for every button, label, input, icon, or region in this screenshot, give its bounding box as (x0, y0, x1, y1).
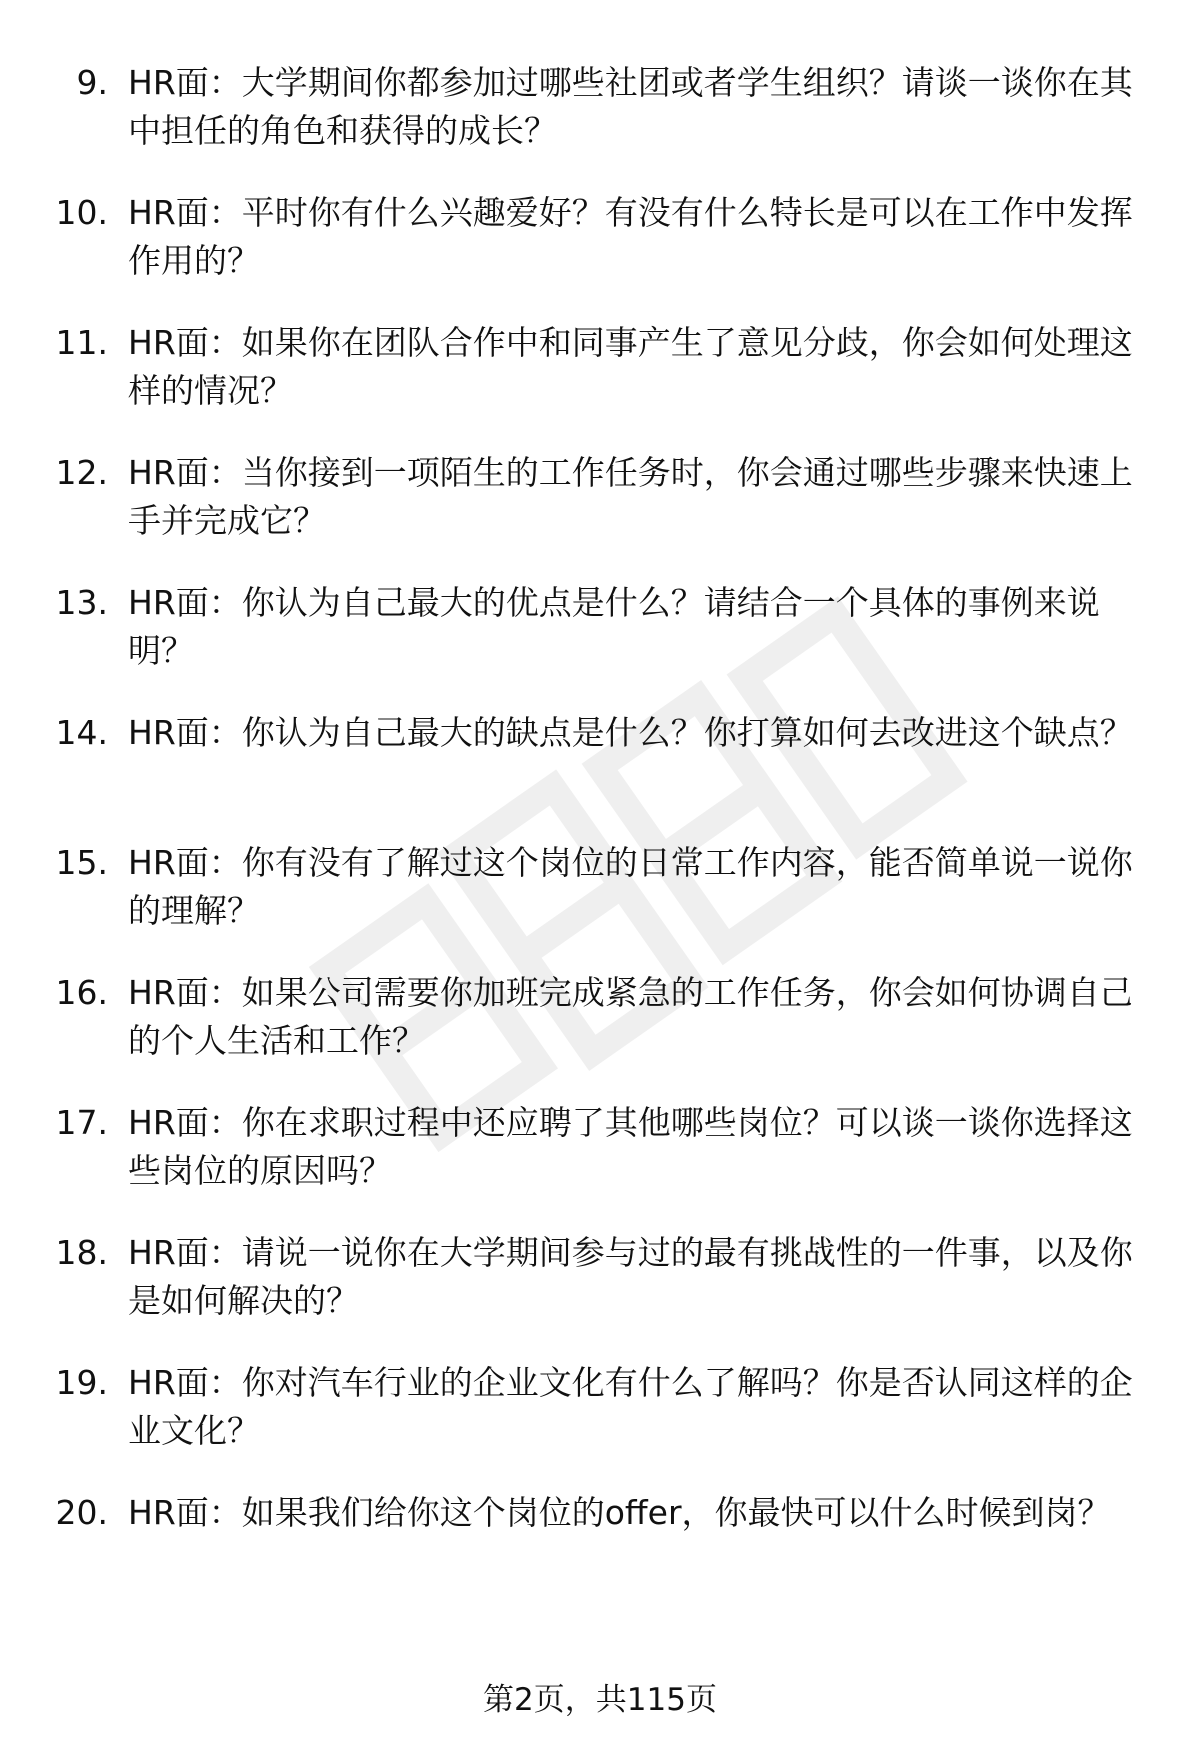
list-item (0, 449, 1200, 579)
question-text: HR面：你在求职过程中还应聘了其他哪些岗位？可以谈一谈你选择这些岗位的原因吗？ (128, 1103, 1133, 1190)
list-item (0, 969, 1200, 1099)
question-number: 13. (55, 583, 108, 622)
page-footer: 第2页，共115页 (483, 1682, 717, 1718)
question-list (0, 59, 1200, 1619)
list-item (0, 59, 1200, 189)
question-number: 14. (55, 713, 108, 752)
question-text: HR面：如果公司需要你加班完成紧急的工作任务，你会如何协调自己的个人生活和工作？ (128, 973, 1133, 1060)
list-item (0, 1359, 1200, 1489)
list-item (0, 1229, 1200, 1359)
question-text: HR面：你认为自己最大的优点是什么？请结合一个具体的事例来说明？ (128, 583, 1100, 670)
question-text: HR面：请说一说你在大学期间参与过的最有挑战性的一件事，以及你是如何解决的？ (128, 1233, 1133, 1320)
question-number: 16. (55, 973, 108, 1012)
question-text: HR面：如果你在团队合作中和同事产生了意见分歧，你会如何处理这样的情况？ (128, 323, 1133, 410)
question-number: 15. (55, 843, 108, 882)
question-text: HR面：你有没有了解过这个岗位的日常工作内容，能否简单说一说你的理解？ (128, 843, 1133, 930)
question-text: HR面：平时你有什么兴趣爱好？有没有什么特长是可以在工作中发挥作用的？ (128, 193, 1133, 280)
question-text: HR面：当你接到一项陌生的工作任务时，你会通过哪些步骤来快速上手并完成它？ (128, 453, 1133, 540)
question-text: HR面：你对汽车行业的企业文化有什么了解吗？你是否认同这样的企业文化？ (128, 1363, 1133, 1450)
question-number: 19. (55, 1363, 108, 1402)
list-item (0, 1489, 1200, 1619)
list-item (0, 1099, 1200, 1229)
question-text: HR面：你认为自己最大的缺点是什么？你打算如何去改进这个缺点？ (128, 713, 1133, 752)
question-text: HR面：大学期间你都参加过哪些社团或者学生组织？请谈一谈你在其中担任的角色和获得的成长？ (128, 63, 1133, 150)
list-item (0, 319, 1200, 449)
question-number: 11. (55, 323, 108, 362)
list-item (0, 579, 1200, 709)
question-text: HR面：如果我们给你这个岗位的offer，你最快可以什么时候到岗？ (128, 1493, 1111, 1532)
question-number: 17. (55, 1103, 108, 1142)
question-number: 9. (76, 63, 108, 102)
question-number: 12. (55, 453, 108, 492)
list-item (0, 189, 1200, 319)
question-number: 20. (55, 1493, 108, 1532)
question-number: 10. (55, 193, 108, 232)
list-item (0, 709, 1200, 839)
list-item (0, 839, 1200, 969)
question-number: 18. (55, 1233, 108, 1272)
